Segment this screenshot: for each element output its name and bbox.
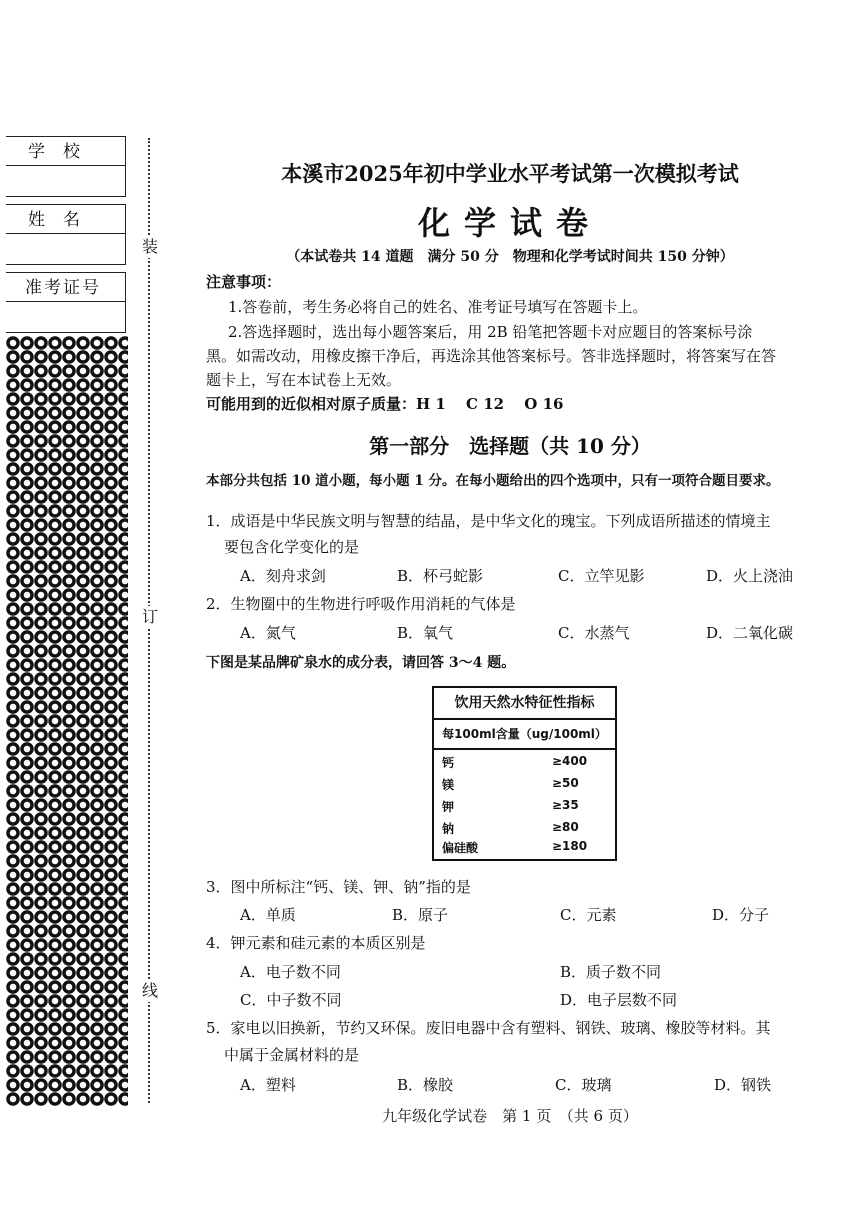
q2-option-d[interactable]: D．二氧化碳 [706, 624, 794, 642]
question-3-line-1: 3．图中所标注“钙、镁、钾、钠”指的是 [206, 878, 471, 896]
exam-id-label: 准考证号 [25, 278, 101, 298]
question-4-line-1: 4．钾元素和硅元素的本质区别是 [206, 934, 426, 952]
q1-option-b[interactable]: B．杯弓蛇影 [397, 567, 484, 585]
mineral-water-table [432, 686, 617, 861]
note-line: 1.答卷前，考生务必将自己的姓名、准考证号填写在答题卡上。 [228, 298, 648, 316]
element-name: 钾 [442, 800, 455, 814]
q1-option-d[interactable]: D．火上浇油 [706, 567, 794, 585]
notes-heading: 注意事项： [206, 273, 282, 291]
school-label: 学校 [28, 142, 98, 162]
school-field[interactable] [6, 166, 126, 197]
exam-title: 本溪市2025年初中学业水平考试第一次模拟考试 [281, 161, 739, 186]
section-instruction: 本部分共包括 10 道小题，每小题 1 分。在每小题给出的四个选项中，只有一项符合题目要求。 [206, 473, 780, 489]
q2-option-a[interactable]: A．氮气 [240, 624, 296, 642]
q5-option-d[interactable]: D．钢铁 [714, 1076, 772, 1094]
page-footer: 九年级化学试卷 第 1 页 （共 6 页） [382, 1107, 638, 1125]
q4-option-b[interactable]: B．质子数不同 [560, 963, 662, 981]
element-name: 钠 [442, 822, 455, 836]
element-value: ≥400 [552, 754, 588, 768]
name-label: 姓名 [28, 210, 98, 230]
table-title: 饮用天然水特征性指标 [434, 688, 615, 720]
atomic-mass: 可能用到的近似相对原子质量：H 1 C 12 O 16 [206, 395, 564, 413]
q2-option-b[interactable]: B．氧气 [397, 624, 454, 642]
q1-option-a[interactable]: A．刻舟求剑 [240, 567, 326, 585]
element-value: ≥35 [552, 798, 579, 812]
binding-mark-zhuang: 装 [139, 236, 161, 258]
question-1-line-2: 要包含化学变化的是 [224, 538, 360, 556]
q4-option-c[interactable]: C．中子数不同 [240, 991, 342, 1009]
q4-option-a[interactable]: A．电子数不同 [240, 963, 341, 981]
q3-option-c[interactable]: C．元素 [560, 906, 617, 924]
q3-option-d[interactable]: D．分子 [712, 906, 770, 924]
name-field[interactable] [6, 234, 126, 265]
element-value: ≥50 [552, 776, 579, 790]
note-line: 题卡上，写在本试卷上无效。 [206, 371, 402, 389]
section-title: 第一部分 选择题（共 10 分） [369, 434, 651, 458]
question-5-line-1: 5．家电以旧换新，节约又环保。废旧电器中含有塑料、钢铁、玻璃、橡胶等材料。其 [206, 1019, 771, 1037]
table-row [434, 839, 615, 859]
element-value: ≥80 [552, 820, 579, 834]
binding-mark-ding: 订 [139, 606, 161, 628]
q5-option-b[interactable]: B．橡胶 [397, 1076, 454, 1094]
table-row [434, 754, 615, 774]
exam-info: （本试卷共 14 道题 满分 50 分 物理和化学考试时间共 150 分钟） [286, 249, 734, 265]
element-name: 镁 [442, 778, 455, 792]
subject-title: 化学试卷 [417, 204, 602, 242]
table-row [434, 776, 615, 796]
question-1-line-1: 1．成语是中华民族文明与智慧的结晶，是中华文化的瑰宝。下列成语所描述的情境主 [206, 512, 771, 530]
table-intro: 下图是某品牌矿泉水的成分表，请回答 3～4 题。 [206, 655, 516, 671]
element-value: ≥180 [552, 839, 588, 853]
binding-mark-xian: 线 [139, 980, 161, 1002]
q5-option-c[interactable]: C．玻璃 [555, 1076, 612, 1094]
note-line: 2.答选择题时，选出每小题答案后，用 2B 铅笔把答题卡对应题目的答案标号涂 [228, 323, 753, 341]
q4-option-d[interactable]: D．电子层数不同 [560, 991, 678, 1009]
table-row [434, 820, 615, 840]
question-2-line-1: 2．生物圈中的生物进行呼吸作用消耗的气体是 [206, 595, 516, 613]
q3-option-b[interactable]: B．原子 [392, 906, 449, 924]
question-5-line-2: 中属于金属材料的是 [224, 1046, 360, 1064]
table-subtitle: 每100ml含量（ug/100ml） [434, 720, 615, 750]
table-row [434, 798, 615, 818]
exam-id-field[interactable] [6, 302, 126, 333]
element-name: 钙 [442, 756, 455, 770]
q3-option-a[interactable]: A．单质 [240, 906, 296, 924]
element-name: 偏硅酸 [442, 841, 479, 855]
q5-option-a[interactable]: A．塑料 [240, 1076, 296, 1094]
q2-option-c[interactable]: C．水蒸气 [558, 624, 630, 642]
q1-option-c[interactable]: C．立竿见影 [558, 567, 645, 585]
decorative-border-pattern [6, 336, 128, 1106]
note-line: 黑。如需改动，用橡皮擦干净后，再选涂其他答案标号。答非选择题时，将答案写在答 [206, 347, 777, 365]
